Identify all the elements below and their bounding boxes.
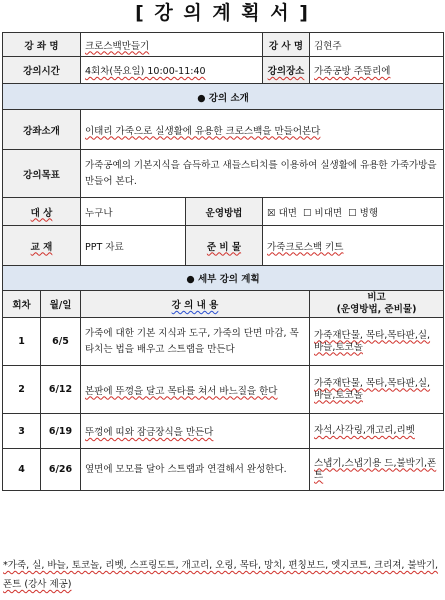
header-note: 비고 (운영방법, 준비물) bbox=[310, 291, 444, 318]
material-row bbox=[3, 226, 444, 266]
header-session: 회차 bbox=[3, 291, 41, 318]
checkbox-hybrid[interactable]: ☐ 병행 bbox=[348, 207, 379, 219]
section-plan-header bbox=[3, 266, 444, 291]
plan-row bbox=[3, 449, 444, 491]
info-row-time bbox=[3, 57, 444, 84]
lecture-plan-table bbox=[2, 32, 444, 491]
plan-row bbox=[3, 318, 444, 366]
course-value: 크로스백만들기 bbox=[81, 33, 263, 57]
goal-value bbox=[81, 150, 444, 198]
option-hybrid-label: 병행 bbox=[359, 207, 379, 219]
checkbox-face-to-face[interactable]: ☒ 대면 bbox=[267, 207, 297, 219]
plan-content bbox=[81, 449, 310, 491]
plan-row bbox=[3, 414, 444, 449]
plan-session: 1 bbox=[3, 318, 41, 366]
teacher-label: 강 사 명 bbox=[263, 33, 310, 57]
material-value: PPT 자료 bbox=[81, 226, 186, 266]
plan-content-text: 뚜껑에 띠와 잠금장식을 만든다 bbox=[85, 427, 214, 438]
footnote bbox=[3, 556, 443, 594]
info-row-course bbox=[3, 33, 444, 57]
prep-label: 준 비 물 bbox=[186, 226, 263, 266]
place-value: 가죽공방 주뜰리에 bbox=[310, 57, 444, 84]
target-value: 누구나 bbox=[81, 198, 186, 226]
option-face-to-face-label: 대면 bbox=[278, 207, 297, 219]
course-intro-text: 이태리 가죽으로 실생활에 유용한 크로스백을 만들어본다 bbox=[85, 125, 321, 137]
plan-content-text: 옆면에 모모를 달아 스트랩과 연결해서 완성한다. bbox=[85, 463, 287, 475]
section-intro-title: ● 강의 소개 bbox=[3, 84, 444, 110]
section-intro-header bbox=[3, 84, 444, 110]
plan-date: 6/19 bbox=[41, 414, 81, 449]
teacher-value: 김현주 bbox=[310, 33, 444, 57]
option-online-label: 비대면 bbox=[314, 207, 343, 219]
course-label: 강 좌 명 bbox=[3, 33, 81, 57]
plan-note: 스냅기,스냅기용 드,불박기,폰트 bbox=[310, 449, 444, 491]
plan-note: 자석,사각링,개고리,리벳 bbox=[310, 414, 444, 449]
place-label: 강의장소 bbox=[263, 57, 310, 84]
plan-note: 가죽재단물, 목타,목타판,실, 바늘,토코놀 bbox=[310, 318, 444, 366]
header-content bbox=[81, 291, 310, 318]
header-content-text: 강 의 내 용 bbox=[171, 300, 219, 311]
prep-value bbox=[263, 226, 444, 266]
plan-content bbox=[81, 318, 310, 366]
goal-label: 강의목표 bbox=[3, 150, 81, 198]
plan-content bbox=[81, 366, 310, 414]
checkbox-online[interactable]: ☐ 비대면 bbox=[302, 207, 343, 219]
section-plan-title: ● 세부 강의 계획 bbox=[3, 266, 444, 291]
course-intro-label: 강좌소개 bbox=[3, 110, 81, 150]
goal-row bbox=[3, 150, 444, 198]
goal-text: 가죽공예의 기본지식을 습득하고 새들스티치를 이용하여 실생활에 유용한 가죽가방을 만들어 본다. bbox=[85, 159, 437, 187]
footnote-text: *가죽, 실, 바늘, 토코놀, 리벳, 스프링도트, 개고리, 오링, 목타, 망치, 편칭보드, 엣지코트, 크리져, 불박기, 폰트 (강사 제공) bbox=[3, 560, 439, 590]
prep-text: 가죽크로스백 키트 bbox=[267, 241, 344, 253]
plan-content-text: 본판에 뚜껑을 달고 목타를 쳐서 바느질을 한다 bbox=[85, 385, 278, 397]
plan-session: 3 bbox=[3, 414, 41, 449]
target-row bbox=[3, 198, 444, 226]
plan-content bbox=[81, 414, 310, 449]
method-options bbox=[263, 198, 444, 226]
document-title: [ 강 의 계 획 서 ] bbox=[135, 2, 310, 24]
plan-content-text: 가죽에 대한 기본 지식과 도구, 가죽의 단면 마감, 목타치는 법을 배우고 스트랩을 만든다 bbox=[85, 327, 299, 355]
course-intro-value bbox=[81, 110, 444, 150]
time-value: 4회차(목요일) 10:00-11:40 bbox=[81, 57, 263, 84]
plan-date: 6/5 bbox=[41, 318, 81, 366]
material-label: 교 재 bbox=[3, 226, 81, 266]
plan-header-row bbox=[3, 291, 444, 318]
header-date: 월/일 bbox=[41, 291, 81, 318]
time-label: 강의시간 bbox=[3, 57, 81, 84]
plan-session: 2 bbox=[3, 366, 41, 414]
plan-date: 6/26 bbox=[41, 449, 81, 491]
plan-row bbox=[3, 366, 444, 414]
target-label: 대 상 bbox=[3, 198, 81, 226]
plan-date: 6/12 bbox=[41, 366, 81, 414]
intro-row bbox=[3, 110, 444, 150]
method-label: 운영방법 bbox=[186, 198, 263, 226]
plan-session: 4 bbox=[3, 449, 41, 491]
plan-note: 가죽재단물, 목타,목타판,실, 바늘,토코놀 bbox=[310, 366, 444, 414]
